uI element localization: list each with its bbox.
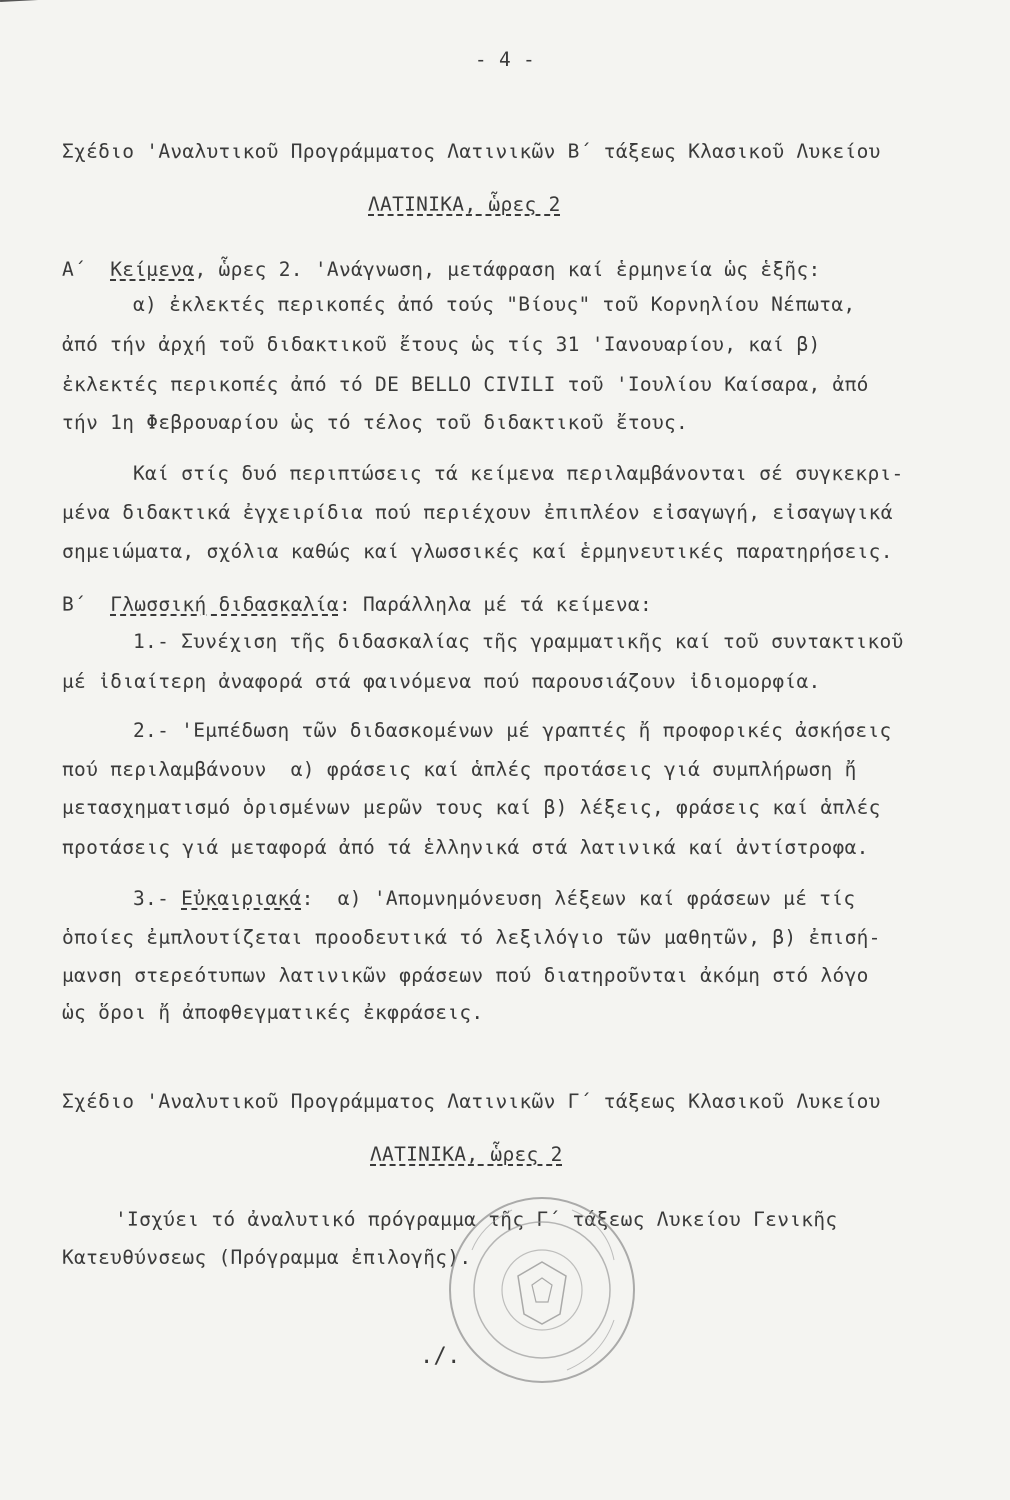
section2-subject-heading: [370, 1143, 563, 1167]
section1-subject-heading: [368, 193, 561, 217]
section2-line2: Κατευθύνσεως (Πρόγραμμα ἐπιλογῆς).: [62, 1246, 472, 1269]
page-number: - 4 -: [474, 48, 536, 71]
corner-pen-mark: [0, 0, 61, 16]
section1-a-line1: [62, 258, 821, 282]
b2-line4: προτάσεις γιά μεταφορά ἀπό τά ἑλληνικά στά λατινικά καί ἀντίστροφα.: [62, 836, 869, 859]
a-line2: α) ἐκλεκτές περικοπές ἀπό τούς "Βίους" τοῦ Κορνηλίου Νέπωτα,: [133, 293, 856, 316]
section2-subject-heading-text: ΛΑΤΙΝΙΚΑ, ὧρες 2: [370, 1143, 563, 1166]
a-label: Α΄: [62, 258, 87, 281]
official-seal-stamp: [442, 1190, 642, 1390]
a-line5: τήν 1η Φεβρουαρίου ὡς τό τέλος τοῦ διδακτικοῦ ἔτους.: [62, 411, 689, 434]
section1-title: Σχέδιο 'Αναλυτικοῦ Προγράμματος Λατινικῶν Β΄ τάξεως Κλασικοῦ Λυκείου: [62, 140, 881, 163]
b3-rest: : α) 'Απομνημόνευση λέξεων καί φράσεων μέ τίς: [301, 887, 856, 910]
b2-line1: 2.- 'Εμπέδωση τῶν διδασκομένων μέ γραπτές ἤ προφορικές ἀσκήσεις: [133, 719, 892, 742]
p2-line3: σημειώματα, σχόλια καθώς καί γλωσσικές καί ἑρμηνευτικές παρατηρήσεις.: [62, 540, 893, 563]
b2-line2: πού περιλαμβάνουν α) φράσεις καί ἁπλές προτάσεις γιά συμπλήρωση ἤ: [62, 758, 857, 781]
b3-heading: Εὐκαιριακά: [181, 887, 302, 910]
signature-mark: ./.: [420, 1344, 461, 1369]
p2-line1: Καί στίς δυό περιπτώσεις τά κείμενα περιλαμβάνονται σέ συγκεκρι-: [133, 462, 904, 485]
b1-line2: μέ ἰδιαίτερη ἀναφορά στά φαινόμενα πού παρουσιάζουν ἰδιομορφία.: [62, 670, 821, 693]
b1-line1: 1.- Συνέχιση τῆς διδασκαλίας τῆς γραμματικῆς καί τοῦ συντακτικοῦ: [133, 630, 904, 653]
b-label: Β΄: [62, 593, 87, 616]
a-heading: Κείμενα: [110, 258, 195, 281]
b2-line3: μετασχηματισμό ὁρισμένων μερῶν τους καί β) λέξεις, φράσεις καί ἁπλές: [62, 796, 881, 819]
p2-line2: μένα διδακτικά ἐγχειρίδια πού περιέχουν ἐπιπλέον εἰσαγωγή, εἰσαγωγικά: [62, 501, 893, 524]
a-line3: ἀπό τήν ἀρχή τοῦ διδακτικοῦ ἔτους ὡς τίς 31 'Ιανουαρίου, καί β): [62, 333, 821, 356]
a-line4: ἐκλεκτές περικοπές ἀπό τό DE BELLO CIVILI τοῦ 'Ιουλίου Καίσαρα, ἀπό: [62, 373, 869, 396]
b3-line2: ὁποίες ἐμπλουτίζεται προοδευτικά τό λεξιλόγιο τῶν μαθητῶν, β) ἐπισή-: [62, 926, 881, 949]
b-rest: : Παράλληλα μέ τά κείμενα:: [338, 593, 652, 616]
section2-title: Σχέδιο 'Αναλυτικοῦ Προγράμματος Λατινικῶν Γ΄ τάξεως Κλασικοῦ Λυκείου: [62, 1090, 881, 1113]
b3-line4: ὡς ὅροι ἤ ἀποφθεγματικές ἐκφράσεις.: [62, 1001, 484, 1024]
b-line: [62, 593, 652, 617]
section2-line1: 'Ισχύει τό ἀναλυτικό πρόγραμμα τῆς Γ΄ τάξεως Λυκείου Γενικῆς: [115, 1208, 838, 1231]
a-line1-rest: , ὧρες 2. 'Ανάγνωση, μετάφραση καί ἑρμηνεία ὡς ἑξῆς:: [194, 258, 821, 281]
b3-line1: [133, 887, 855, 911]
section1-subject-heading-text: ΛΑΤΙΝΙΚΑ, ὧρες 2: [368, 193, 561, 216]
b3-num: 3.-: [133, 887, 182, 910]
b3-line3: μανση στερεότυπων λατινικῶν φράσεων πού διατηροῦνται ἀκόμη στό λόγο: [62, 964, 869, 987]
b-heading: Γλωσσική διδασκαλία: [110, 593, 339, 616]
